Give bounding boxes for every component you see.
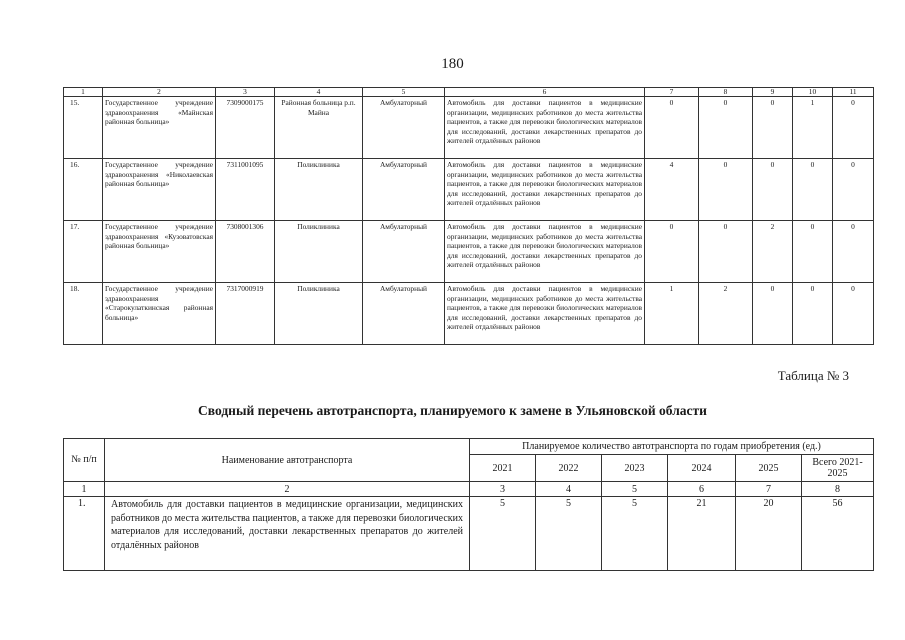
value-cell: 2: [753, 221, 793, 283]
value-cell: 0: [753, 97, 793, 159]
page-number: 180: [441, 56, 464, 72]
column-index: 8: [802, 482, 874, 497]
header-year: 2023: [602, 455, 668, 482]
value-cell: 0: [793, 221, 833, 283]
vehicle-description: Автомобиль для доставки пациентов в медицинские организации, медицинских работников до места жительства пациентов, а также для перевозки биологических материалов для исследований, доставки лекарственных препаратов до жителей отдалённых районов: [445, 283, 645, 345]
institution-name: Государственное учреждение здравоохранения «Майнская районная больница»: [103, 97, 216, 159]
table-caption: Таблица № 3: [777, 368, 849, 383]
column-index: 3: [470, 482, 536, 497]
institution-inn: 7308001306: [216, 221, 275, 283]
column-index: 7: [645, 88, 699, 97]
service-kind: Амбулаторный: [363, 221, 445, 283]
row-number: 1.: [64, 497, 105, 571]
value-cell: 5: [470, 497, 536, 571]
value-cell: 0: [699, 221, 753, 283]
value-cell: 0: [753, 159, 793, 221]
table-heading: Сводный перечень автотранспорта, планируемого к замене в Ульяновской области: [198, 403, 707, 418]
value-cell: 0: [793, 283, 833, 345]
column-index: 4: [536, 482, 602, 497]
value-cell: 0: [833, 159, 874, 221]
header-planned-quantity: Планируемое количество автотранспорта по годам приобретения (ед.): [470, 439, 874, 455]
service-kind: Амбулаторный: [363, 283, 445, 345]
value-cell: 21: [668, 497, 736, 571]
header-year: 2021: [470, 455, 536, 482]
column-index: 5: [363, 88, 445, 97]
header-year: 2025: [736, 455, 802, 482]
column-index: 8: [699, 88, 753, 97]
value-cell: 1: [645, 283, 699, 345]
value-cell: 4: [645, 159, 699, 221]
header-number: № п/п: [64, 439, 105, 482]
institution-name: Государственное учреждение здравоохранения «Николаевская районная больница»: [103, 159, 216, 221]
column-index: 1: [64, 482, 105, 497]
service-kind: Амбулаторный: [363, 159, 445, 221]
value-cell: 0: [833, 283, 874, 345]
value-cell: 0: [699, 159, 753, 221]
row-number: 15.: [64, 97, 103, 159]
value-cell: 0: [699, 97, 753, 159]
service-kind: Амбулаторный: [363, 97, 445, 159]
value-cell: 0: [645, 97, 699, 159]
vehicle-description: Автомобиль для доставки пациентов в медицинские организации, медицинских работников до места жительства пациентов, а также для перевозки биологических материалов для исследований, доставки лекарственных препаратов до жителей отдалённых районов: [445, 221, 645, 283]
column-index: 1: [64, 88, 103, 97]
hospital-vehicle-table: [63, 87, 874, 345]
header-year: 2024: [668, 455, 736, 482]
table-row: [64, 497, 874, 571]
institution-name: Государственное учреждение здравоохранения «Кузоватовская районная больница»: [103, 221, 216, 283]
institution-inn: 7317000919: [216, 283, 275, 345]
institution-name: Государственное учреждение здравоохранения «Старокулаткинская районная больница»: [103, 283, 216, 345]
table-row: [64, 97, 874, 159]
value-cell: 2: [699, 283, 753, 345]
column-index-row: [64, 482, 874, 497]
header-total: Всего 2021-2025: [802, 455, 874, 482]
value-cell: 20: [736, 497, 802, 571]
value-cell: 0: [793, 159, 833, 221]
column-index: 2: [103, 88, 216, 97]
value-cell: 0: [833, 221, 874, 283]
facility-type: Поликлиника: [275, 159, 363, 221]
table-row: [64, 221, 874, 283]
vehicle-name: Автомобиль для доставки пациентов в медицинские организации, медицинских работников до места жительства пациентов, а также для перевозки биологических материалов для исследований, доставки лекарственных препаратов до жителей отдалённых районов: [105, 497, 470, 571]
column-index: 9: [753, 88, 793, 97]
column-index: 6: [668, 482, 736, 497]
header-vehicle-name: Наименование автотранспорта: [105, 439, 470, 482]
table-row: [64, 159, 874, 221]
value-cell: 5: [602, 497, 668, 571]
column-index-row: [64, 88, 874, 97]
facility-type: Поликлиника: [275, 221, 363, 283]
vehicle-description: Автомобиль для доставки пациентов в медицинские организации, медицинских работников до места жительства пациентов, а также для перевозки биологических материалов для исследований, доставки лекарственных препаратов до жителей отдалённых районов: [445, 97, 645, 159]
row-number: 16.: [64, 159, 103, 221]
column-index: 6: [445, 88, 645, 97]
table-row: [64, 283, 874, 345]
header-year: 2022: [536, 455, 602, 482]
column-index: 3: [216, 88, 275, 97]
value-cell: 0: [833, 97, 874, 159]
column-index: 7: [736, 482, 802, 497]
institution-inn: 7309000175: [216, 97, 275, 159]
value-cell: 0: [753, 283, 793, 345]
column-index: 11: [833, 88, 874, 97]
row-number: 17.: [64, 221, 103, 283]
value-cell: 1: [793, 97, 833, 159]
value-cell: 5: [536, 497, 602, 571]
facility-type: Поликлиника: [275, 283, 363, 345]
value-cell-total: 56: [802, 497, 874, 571]
column-index: 5: [602, 482, 668, 497]
column-index: 10: [793, 88, 833, 97]
institution-inn: 7311001095: [216, 159, 275, 221]
facility-type: Районная больница р.п. Майна: [275, 97, 363, 159]
summary-vehicle-table: [63, 438, 874, 571]
vehicle-description: Автомобиль для доставки пациентов в медицинские организации, медицинских работников до места жительства пациентов, а также для перевозки биологических материалов для исследований, доставки лекарственных препаратов до жителей отдалённых районов: [445, 159, 645, 221]
row-number: 18.: [64, 283, 103, 345]
column-index: 4: [275, 88, 363, 97]
value-cell: 0: [645, 221, 699, 283]
column-index: 2: [105, 482, 470, 497]
